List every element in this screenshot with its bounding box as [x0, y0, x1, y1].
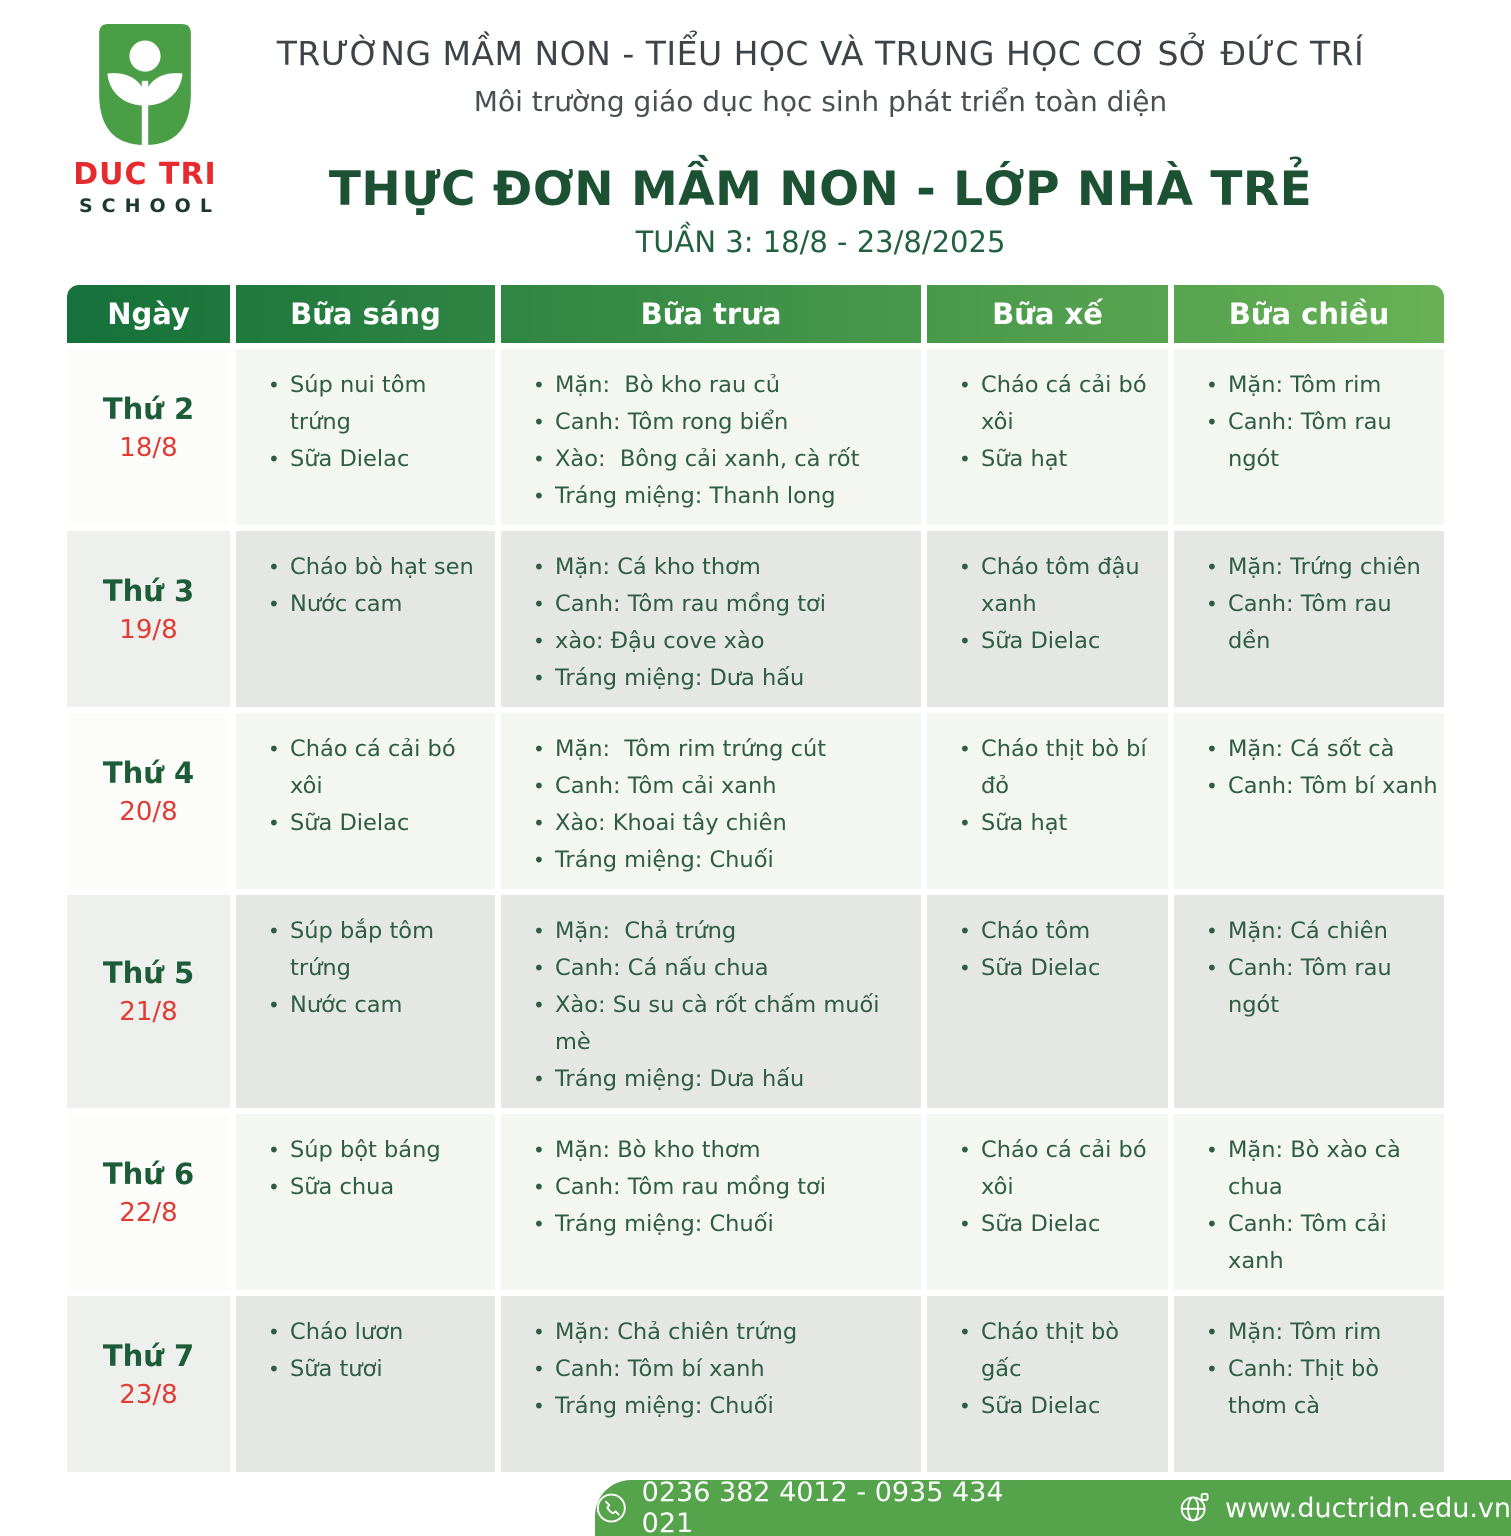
menu-item: • Mặn: Chả trứng [531, 913, 915, 950]
menu-item: • Canh: Tôm bí xanh [1204, 768, 1438, 805]
footer-phone[interactable]: 0236 382 4012 - 0935 434 021 [641, 1477, 1004, 1536]
menu-item: • Mặn: Bò xào cà chua [1204, 1132, 1438, 1206]
day-cell [67, 1114, 230, 1290]
menu-item: • Cháo bò hạt sen [266, 549, 489, 586]
breakfast-list [236, 713, 495, 852]
afternoon-cell [1174, 349, 1444, 525]
afternoon-cell [1174, 895, 1444, 1108]
snack-list [927, 713, 1168, 852]
menu-item: • Sữa chua [266, 1169, 489, 1206]
menu-item: • Canh: Cá nấu chua [531, 950, 915, 987]
menu-item: • Tráng miệng: Dưa hấu [531, 660, 915, 697]
lunch-cell [501, 1114, 921, 1290]
menu-item: • Xào: Khoai tây chiên [531, 805, 915, 842]
menu-item: • Súp bắp tôm trứng [266, 913, 489, 987]
afternoon-cell [1174, 1114, 1444, 1290]
logo-brand-subtext: SCHOOL [79, 195, 221, 217]
snack-list [927, 531, 1168, 670]
menu-item: • Sữa Dielac [266, 805, 489, 842]
day-date: 18/8 [119, 432, 178, 463]
menu-item: • Sữa hạt [957, 805, 1162, 842]
snack-cell [927, 1296, 1168, 1472]
lunch-list [501, 713, 921, 889]
menu-item: • Nước cam [266, 987, 489, 1024]
day-cell [67, 531, 230, 707]
table-row [67, 895, 1444, 1108]
menu-item: • Xào: Bông cải xanh, cà rốt [531, 441, 915, 478]
menu-item: • Mặn: Bò kho thơm [531, 1132, 915, 1169]
day-label: Thứ 7 [102, 1338, 195, 1373]
menu-item: • Cháo cá cải bó xôi [957, 367, 1162, 441]
snack-cell [927, 713, 1168, 889]
menu-item: • Canh: Tôm rau mồng tơi [531, 586, 915, 623]
table-row [67, 1114, 1444, 1290]
lunch-list [501, 1296, 921, 1435]
menu-item: • Cháo cá cải bó xôi [266, 731, 489, 805]
column-header-day: Ngày [67, 285, 230, 343]
menu-item: • Súp bột báng [266, 1132, 489, 1169]
menu-item: • Mặn: Trứng chiên [1204, 549, 1438, 586]
day-date: 22/8 [119, 1197, 178, 1228]
breakfast-cell [236, 1114, 495, 1290]
afternoon-list [1174, 713, 1444, 815]
menu-item: • Mặn: Bò kho rau củ [531, 367, 915, 404]
week-subtitle: TUẦN 3: 18/8 - 23/8/2025 [635, 225, 1006, 259]
lunch-list [501, 349, 921, 525]
menu-item: • Nước cam [266, 586, 489, 623]
breakfast-cell [236, 349, 495, 525]
day-cell [67, 349, 230, 525]
menu-item: • Sữa Dielac [266, 441, 489, 478]
school-name: TRƯỜNG MẦM NON - TIỂU HỌC VÀ TRUNG HỌC CƠ SỞ ĐỨC TRÍ [276, 34, 1365, 73]
menu-item: • Cháo lươn [266, 1314, 489, 1351]
menu-item: • Mặn: Tôm rim [1204, 1314, 1438, 1351]
menu-item: • Cháo cá cải bó xôi [957, 1132, 1162, 1206]
menu-item: • Sữa hạt [957, 441, 1162, 478]
menu-item: • Sữa Dielac [957, 950, 1162, 987]
menu-item: • Canh: Tôm cải xanh [531, 768, 915, 805]
column-header-lunch: Bữa trưa [501, 285, 921, 343]
snack-list [927, 895, 1168, 997]
website-group [1177, 1491, 1511, 1525]
snack-cell [927, 531, 1168, 707]
phone-group [595, 1477, 1047, 1536]
day-cell [67, 895, 230, 1108]
lunch-cell [501, 895, 921, 1108]
menu-item: • Súp nui tôm trứng [266, 367, 489, 441]
day-label: Thứ 2 [102, 391, 195, 426]
menu-item: • Canh: Tôm bí xanh [531, 1351, 915, 1388]
day-label: Thứ 5 [102, 956, 195, 990]
column-header-snack: Bữa xế [927, 285, 1168, 343]
day-date: 23/8 [119, 1379, 178, 1410]
lunch-cell [501, 531, 921, 707]
breakfast-list [236, 349, 495, 488]
lunch-cell [501, 349, 921, 525]
menu-table-body [67, 349, 1444, 1472]
table-row [67, 531, 1444, 707]
menu-item: • Xào: Su su cà rốt chấm muối mè [531, 987, 915, 1061]
afternoon-list [1174, 1114, 1444, 1290]
day-cell [67, 1296, 230, 1472]
menu-item: • Canh: Tôm rau mồng tơi [531, 1169, 915, 1206]
afternoon-list [1174, 349, 1444, 488]
menu-item: • Mặn: Tôm rim trứng cút [531, 731, 915, 768]
breakfast-cell [236, 1296, 495, 1472]
menu-item: • Canh: Thịt bò thơm cà [1204, 1351, 1438, 1425]
logo-brand-text: DUC TRI [73, 157, 217, 192]
breakfast-list [236, 531, 495, 633]
menu-item: • Tráng miệng: Chuối [531, 1206, 915, 1243]
snack-list [927, 1296, 1168, 1435]
menu-item: • Sữa Dielac [957, 1388, 1162, 1425]
snack-cell [927, 1114, 1168, 1290]
menu-item: • Mặn: Cá sốt cà [1204, 731, 1438, 768]
menu-item: • Tráng miệng: Chuối [531, 1388, 915, 1425]
menu-item: • Sữa Dielac [957, 623, 1162, 660]
breakfast-cell [236, 531, 495, 707]
menu-item: • Cháo tôm [957, 913, 1162, 950]
lunch-list [501, 531, 921, 707]
lunch-cell [501, 713, 921, 889]
plant-child-icon [99, 24, 191, 145]
afternoon-list [1174, 531, 1444, 670]
snack-cell [927, 895, 1168, 1108]
afternoon-list [1174, 895, 1444, 1034]
menu-item: • Mặn: Cá chiên [1204, 913, 1438, 950]
school-tagline: Môi trường giáo dục học sinh phát triển toàn diện [473, 85, 1168, 118]
table-header-row [67, 285, 1444, 343]
column-header-afternoon: Bữa chiều [1174, 285, 1444, 343]
snack-cell [927, 349, 1168, 525]
lunch-list [501, 895, 921, 1108]
menu-item: • Canh: Tôm rong biển [531, 404, 915, 441]
table-row [67, 1296, 1444, 1472]
page-title: THỰC ĐƠN MẦM NON - LỚP NHÀ TRẺ [328, 162, 1313, 217]
breakfast-cell [236, 713, 495, 889]
menu-item: • Tráng miệng: Thanh long [531, 478, 915, 515]
afternoon-cell [1174, 531, 1444, 707]
day-label: Thứ 4 [102, 755, 195, 790]
lunch-list [501, 1114, 921, 1253]
breakfast-list [236, 1114, 495, 1216]
lunch-cell [501, 1296, 921, 1472]
table-row [67, 713, 1444, 889]
menu-item: • Sữa tươi [266, 1351, 489, 1388]
menu-item: • Tráng miệng: Chuối [531, 842, 915, 879]
footer-bar [595, 1477, 1511, 1536]
globe-icon [1177, 1491, 1211, 1525]
menu-item: • xào: Đậu cove xào [531, 623, 915, 660]
breakfast-list [236, 1296, 495, 1398]
day-date: 19/8 [119, 614, 178, 645]
menu-item: • Canh: Tôm rau ngót [1204, 404, 1438, 478]
breakfast-cell [236, 895, 495, 1108]
column-header-breakfast: Bữa sáng [236, 285, 495, 343]
menu-item: • Tráng miệng: Dưa hấu [531, 1061, 915, 1098]
menu-item: • Cháo thịt bò gấc [957, 1314, 1162, 1388]
menu-item: • Canh: Tôm rau dền [1204, 586, 1438, 660]
menu-item: • Cháo thịt bò bí đỏ [957, 731, 1162, 805]
day-cell [67, 713, 230, 889]
header [195, 34, 1446, 259]
menu-item: • Canh: Tôm cải xanh [1204, 1206, 1438, 1280]
snack-list [927, 349, 1168, 488]
day-date: 21/8 [119, 997, 178, 1027]
day-label: Thứ 3 [102, 573, 195, 608]
menu-item: • Mặn: Chả chiên trứng [531, 1314, 915, 1351]
footer-website[interactable]: www.ductridn.edu.vn [1224, 1492, 1511, 1524]
menu-item: • Sữa Dielac [957, 1206, 1162, 1243]
afternoon-cell [1174, 713, 1444, 889]
day-label: Thứ 6 [102, 1156, 195, 1191]
menu-table [67, 285, 1444, 1472]
table-row [67, 349, 1444, 525]
menu-item: • Mặn: Tôm rim [1204, 367, 1438, 404]
breakfast-list [236, 895, 495, 1034]
day-date: 20/8 [119, 796, 178, 827]
afternoon-cell [1174, 1296, 1444, 1472]
phone-icon [595, 1491, 628, 1525]
menu-item: • Mặn: Cá kho thơm [531, 549, 915, 586]
menu-item: • Cháo tôm đậu xanh [957, 549, 1162, 623]
snack-list [927, 1114, 1168, 1253]
menu-item: • Canh: Tôm rau ngót [1204, 950, 1438, 1024]
afternoon-list [1174, 1296, 1444, 1435]
